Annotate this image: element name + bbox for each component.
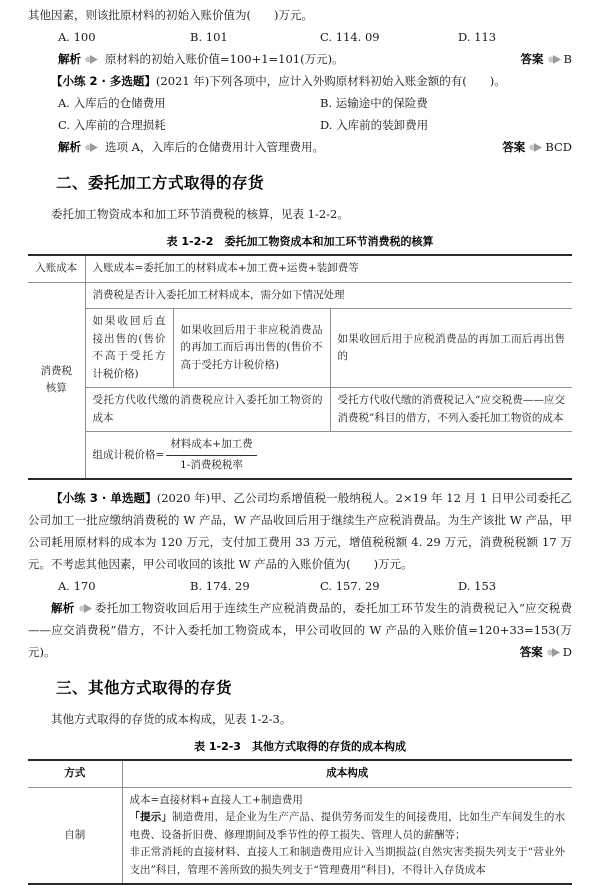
q1-lead-text: 其他因素，则该批原材料的初始入账价值为( )万元。 [28,8,313,22]
answer-label: 答案 [502,140,526,154]
t123-header-cost: 成本构成 [122,760,572,787]
section-2-intro: 委托加工物资成本和加工环节消费税的核算，见表 1-2-2。 [51,207,349,221]
analysis-arrow-icon [79,604,92,613]
answer-label: 答案 [520,52,544,66]
q1-lead-line [28,4,572,26]
t123-row-label: 自制 [28,787,122,884]
table-1-2-2 [28,254,572,480]
table-row [28,309,572,388]
q3-answer [520,641,572,663]
q3-title: 【小练 3 · 单选题】 [51,491,157,505]
q1-option-b: B. 101 [190,30,228,44]
t123-tip-label: 「提示」 [129,811,172,823]
answer-arrow-icon [548,55,561,64]
table-1-2-3 [28,759,572,885]
q1-analysis-text: 原材料的初始入账价值=100+1=101(万元)。 [105,52,344,66]
t122-case-1: 如果收回后直接出售的(售价不高于受托方计税价格) [85,309,173,388]
q2-option-a: A. 入库后的仓储费用 [58,96,166,110]
answer-arrow-icon [529,143,542,152]
q3-analysis-block [28,597,572,663]
table-row [28,282,572,309]
q1-options [28,26,572,48]
q2-title: 【小练 2 · 多选题】 [51,74,156,88]
q1-answer [521,48,572,70]
t122-formula-fraction [166,436,256,474]
t122-case-3: 如果收回后用于应税消费品的再加工而后再出售的 [330,309,572,388]
answer-arrow-icon [547,648,560,657]
q3-analysis-para [28,597,572,663]
q2-analysis-text: 选项 A，入库后的仓储费用计入管理费用。 [105,140,324,154]
t122-tax-intro: 消费税是否计入委托加工材料成本，需分如下情况处理 [85,282,572,309]
q3-answer-value: D [562,645,572,659]
t123-line3: 非正常消耗的直接材料、直接人工和制造费用应计入当期损益(自然灾害类损失列支于“营业外支出”科目，管理不善所致的损失列支于“管理费用”科目)，不得计入存货成本 [129,846,565,876]
analysis-arrow-icon [85,143,98,152]
q2-stem-text: (2021 年)下列各项中，应计入外购原材料初始入账金额的有( )。 [155,74,506,88]
q2-options-row2 [28,114,572,136]
t123-row-content [122,787,572,884]
q3-option-b: B. 174. 29 [190,579,250,593]
table-row [28,388,572,432]
t122-cost-text: 入账成本=委托加工的材料成本+加工费+运费+装卸费等 [85,255,572,282]
t122-case-2: 如果收回后用于非应税消费品的再加工而后再出售的(售价不高于受托方计税价格) [173,309,330,388]
q3-analysis-text: 委托加工物资收回后用于连续生产应税消费品的，委托加工环节发生的消费税记入“应交税费——应交消费税”借方，不计入委托加工物资成本，甲公司收回的 W 产品的入账价值=120+33=153(万元)。 [28,601,573,659]
q2-option-d: D. 入库前的装卸费用 [320,118,429,132]
table-1-2-2-caption: 表 1-2-2 委托加工物资成本和加工环节消费税的核算 [166,235,434,248]
q3-option-d: D. 153 [458,579,497,593]
section-3-heading: 三、其他方式取得的存货 [56,679,233,697]
t123-header-method: 方式 [28,760,122,787]
q3-options [28,575,572,597]
t122-formula-prefix: 组成计税价格= [92,449,165,461]
analysis-label: 解析 [51,601,75,615]
q3-option-a: A. 170 [58,579,96,593]
t122-cost-label: 入账成本 [28,255,85,282]
q3-stem [28,487,572,575]
q2-option-b: B. 运输途中的保险费 [320,96,428,110]
q3-stem-text: (2020 年)甲、乙公司均系增值税一般纳税人。2×19 年 12 月 1 日甲公司委托乙公司加工一批应缴纳消费税的 W 产品，W 产品收回后用于继续生产应税消费品。为生产该批 W 产品，甲公司耗用原材料的成本为 120 万元，支付加工费用 33 万元，增值税税额 4. 29 万元，消费税税额 17 万元。不考虑其他因素，甲公司收回的该批 W 产品的入账价值为( )万元。 [28,491,572,571]
table-1-2-3-caption: 表 1-2-3 其他方式取得的存货的成本构成 [194,740,406,753]
q3-option-c: C. 157. 29 [320,579,380,593]
section-3-intro: 其他方式取得的存货的成本构成，见表 1-2-3。 [51,712,292,726]
table-row [28,432,572,480]
analysis-label: 解析 [58,140,81,154]
q2-stem-line [28,70,572,92]
t123-tip [130,809,566,844]
q2-options-row1 [28,92,572,114]
q1-option-c: C. 114. 09 [320,30,380,44]
t122-treatment-third: 受托方代收代缴的消费税记入“应交税费——应交消费税”科目的借方，不列入委托加工物资的成本 [330,388,572,432]
q1-analysis-line [28,48,572,70]
t123-line1: 成本=直接材料+直接人工+制造费用 [129,793,303,806]
t122-tax-label-line1: 消费税 [40,364,72,377]
q2-analysis-line [28,136,572,158]
t122-formula-numerator: 材料成本+加工费 [166,436,256,456]
table-row [28,255,572,282]
section-2-heading: 二、委托加工方式取得的存货 [56,174,265,192]
answer-label: 答案 [519,645,543,659]
t122-treatment-first-two: 受托方代收代缴的消费税应计入委托加工物资的成本 [85,388,330,432]
q1-option-d: D. 113 [458,30,497,44]
analysis-arrow-icon [85,55,98,64]
analysis-label: 解析 [58,52,81,66]
table-header-row [28,760,572,787]
t122-tax-label [28,282,85,479]
q2-option-c: C. 入库前的合理损耗 [58,118,166,132]
q1-option-a: A. 100 [58,30,96,44]
t122-formula-cell [85,432,572,480]
q2-answer [502,136,572,158]
table-row [28,787,572,884]
t123-tip-text: 制造费用，是企业为生产产品、提供劳务而发生的间接费用，比如生产车间发生的水电费、设备折旧费、修理期间及季节性的停工损失、管理人员的薪酬等； [129,811,565,841]
q2-answer-value: BCD [545,140,572,154]
q1-answer-value: B [563,52,572,66]
t122-formula-denominator: 1-消费税税率 [180,458,243,471]
t122-tax-label-line2: 核算 [45,382,67,395]
